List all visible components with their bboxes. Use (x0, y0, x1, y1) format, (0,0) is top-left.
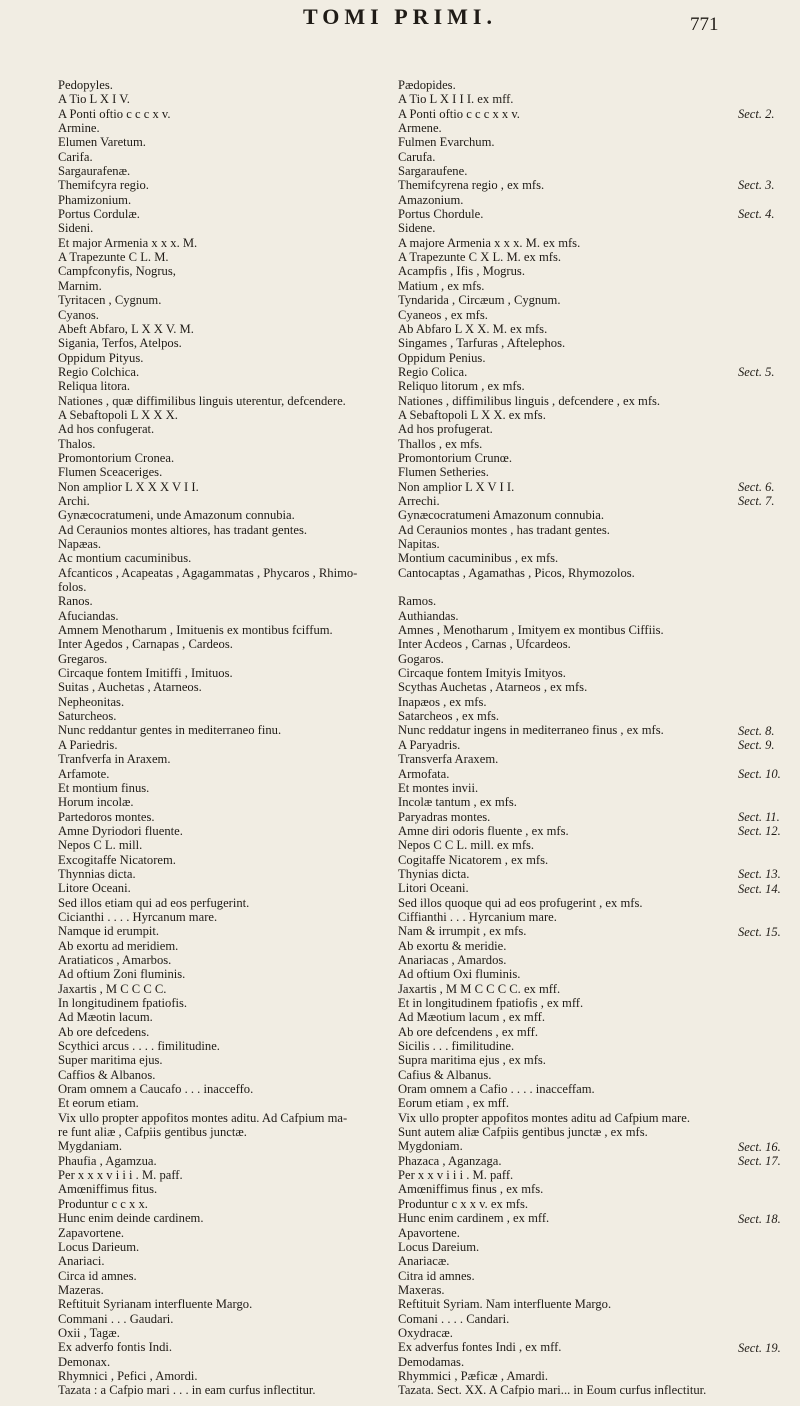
right-text-line: Ab ore defcendens , ex mff. (398, 1024, 538, 1039)
left-column (58, 78, 370, 1398)
left-text-line: Amne Dyriodori fluente. (58, 823, 183, 838)
right-text-line: Reliquo litorum , ex mfs. (398, 379, 525, 394)
right-column (398, 78, 728, 1398)
left-text-line: Amœniffimus fitus. (58, 1182, 158, 1197)
right-text-line: Nationes , diffimilibus linguis , defcendere , ex mfs. (398, 393, 661, 408)
section-marker: Sect. 16. (738, 1139, 781, 1154)
section-marker: Sect. 8. (738, 723, 775, 738)
left-text-line: Commani . . . Gaudari. (58, 1311, 174, 1326)
right-text-line: Incolæ tantum , ex mfs. (398, 795, 517, 810)
right-text-line: Napitas. (398, 537, 440, 551)
left-text-line: Aratiaticos , Amarbos. (58, 952, 172, 967)
right-text-line: Anariacas , Amardos. (398, 952, 507, 967)
section-marker: Sect. 10. (738, 766, 781, 781)
left-text-line: Inter Agedos , Carnapas , Cardeos. (58, 637, 233, 652)
right-text-line: Paryadras montes. (398, 809, 491, 824)
section-marker: Sect. 3. (738, 178, 775, 193)
right-text-line: Oram omnem a Cafio . . . . inacceffam. (398, 1082, 595, 1097)
left-text-line: Phaufia , Agamzua. (58, 1153, 157, 1168)
left-text-line: Gregaros. (58, 651, 108, 666)
right-text-line: Oxydracæ. (398, 1325, 453, 1340)
right-text-line: Portus Chordule. (398, 207, 484, 222)
left-text-line: Marnim. (58, 278, 102, 293)
right-text-line: Supra maritima ejus , ex mfs. (398, 1053, 546, 1068)
left-text-line: Cicianthi . . . . Hyrcanum mare. (58, 909, 218, 924)
section-marker: Sect. 11. (738, 809, 780, 824)
left-text-line: Sigania, Terfos, Atelpos. (58, 336, 182, 351)
left-text-line: Non amplior L X X X V I I. (58, 479, 199, 494)
left-text-line: Afuciandas. (58, 608, 119, 623)
left-text-line: Ab ore defcedens. (58, 1024, 150, 1039)
right-text-line: Singames , Tarfuras , Aftelephos. (398, 336, 566, 351)
left-text-line: Tazata : a Cafpio mari . . . in eam curfus inflectitur. (58, 1383, 316, 1398)
left-text-line: A Sebaftopoli L X X X. (58, 407, 178, 422)
left-text-line: Zapavortene. (58, 1225, 125, 1240)
right-text-line: Per x x v i i i . M. paff. (398, 1168, 514, 1183)
left-text-line: Oppidum Pityus. (58, 350, 144, 365)
right-text-line: Sidene. (398, 221, 436, 236)
right-text-line: Amnes , Menotharum , Imityem ex montibus Ciffiis. (398, 623, 664, 638)
left-text-line: Oram omnem a Caucafo . . . inacceffo. (58, 1082, 254, 1097)
right-text-line: Ad Mæotium lacum , ex mff. (398, 1010, 546, 1025)
left-text-line: In longitudinem fpatiofis. (58, 996, 188, 1010)
left-text-line: Vix ullo propter appofitos montes aditu. Ad Cafpium ma- (58, 1110, 348, 1125)
right-text-line: Authiandas. (398, 608, 459, 623)
section-marker: Sect. 13. (738, 867, 781, 882)
right-text-line: Matium , ex mfs. (398, 278, 485, 293)
section-marker: Sect. 9. (738, 738, 775, 753)
right-text-line: Oppidum Penius. (398, 350, 486, 365)
right-text-line: Locus Dareium. (398, 1239, 480, 1254)
right-text-line: Non amplior L X V I I. (398, 479, 515, 494)
right-text-line: Tazata. Sect. XX. A Cafpio mari... in Eoum curfus inflectitur. (398, 1383, 707, 1398)
left-text-line: Flumen Sceaceriges. (58, 465, 163, 480)
left-text-line: Jaxartis , M C C C C. (58, 981, 167, 996)
left-text-line: Portus Cordulæ. (58, 207, 140, 222)
left-text-line: Nepheonitas. (58, 694, 125, 709)
right-text-line: Pædopides. (398, 78, 456, 92)
right-text-line: Cogitaffe Nicatorem , ex mfs. (398, 852, 549, 867)
right-text-line: Nunc reddatur ingens in mediterraneo finus , ex mfs. (398, 723, 664, 738)
left-text-line: Tyritacen , Cygnum. (58, 293, 162, 308)
right-text-line: Reftituit Syriam. Nam interfluente Margo. (398, 1297, 612, 1312)
right-text-line: Circaque fontem Imityis Imityos. (398, 666, 566, 681)
left-text-line: Produntur c c x x. (58, 1196, 148, 1211)
section-marker: Sect. 6. (738, 479, 775, 494)
left-text-line: Super maritima ejus. (58, 1053, 163, 1068)
left-text-line: A Trapezunte C L. M. (58, 250, 169, 265)
left-text-line: Promontorium Cronea. (58, 450, 175, 465)
right-text-line: Litori Oceani. (398, 881, 469, 896)
left-text-line: Napæas. (58, 537, 102, 551)
left-text-line: Sideni. (58, 221, 94, 236)
left-text-line: Anariaci. (58, 1254, 105, 1269)
right-text-line: Gynæcocratumeni Amazonum connubia. (398, 508, 604, 523)
left-text-line: Reliqua litora. (58, 379, 131, 394)
left-text-line: Cyanos. (58, 307, 99, 322)
right-text-line: Sed illos quoque qui ad eos profugerint , ex mfs. (398, 895, 643, 910)
left-text-line: Amnem Menotharum , Imituenis ex montibus fciffum. (58, 623, 333, 638)
section-marker: Sect. 7. (738, 494, 775, 509)
left-text-line: Campfconyfis, Nogrus, (58, 264, 176, 279)
section-marker: Sect. 17. (738, 1154, 781, 1169)
right-text-line: Sicilis . . . fimilitudine. (398, 1039, 515, 1054)
left-text-line: Nepos C L. mill. (58, 838, 143, 853)
left-text-line: Excogitaffe Nicatorem. (58, 852, 176, 867)
left-text-line: Nationes , quæ diffimilibus linguis uterentur, defcendere. (58, 393, 346, 408)
left-text-line: Tranfverfa in Araxem. (58, 752, 171, 767)
right-text-line: Ex adverfus fontes Indi , ex mff. (398, 1340, 562, 1355)
left-text-line: Ab exortu ad meridiem. (58, 938, 179, 953)
right-text-line: Vix ullo propter appofitos montes aditu ad Cafpium mare. (398, 1110, 690, 1125)
left-text-line: Circaque fontem Imitiffi , Imituos. (58, 666, 233, 681)
left-text-line: Ad Mæotin lacum. (58, 1010, 153, 1025)
left-text-line: Mygdaniam. (58, 1139, 123, 1154)
left-text-line: Ex adverfo fontis Indi. (58, 1340, 173, 1355)
page-number: 771 (690, 14, 719, 35)
left-text-line: Partedoros montes. (58, 809, 155, 824)
left-text-line: Arfamote. (58, 766, 110, 781)
right-text-line: Eorum etiam , ex mff. (398, 1096, 509, 1111)
right-text-line: Acampfis , Ifis , Mogrus. (398, 264, 525, 279)
left-text-line: Ad hos confugerat. (58, 422, 155, 437)
left-text-line: A Pariedris. (58, 737, 118, 752)
right-text-line: Thallos , ex mfs. (398, 436, 483, 451)
left-text-line: Ranos. (58, 594, 93, 609)
left-text-line: Rhymnici , Pefici , Amordi. (58, 1368, 198, 1383)
left-text-line: Phamizonium. (58, 192, 132, 207)
right-text-line: Armene. (398, 121, 442, 136)
left-text-line: Hunc enim deinde cardinem. (58, 1211, 204, 1226)
left-text-line: A Ponti oftio c c c x v. (58, 106, 171, 121)
right-text-line: Ab Abfaro L X X. M. ex mfs. (398, 321, 548, 336)
right-text-line: A Ponti oftio c c c x x v. (398, 106, 520, 121)
left-text-line: Et major Armenia x x x. M. (58, 235, 198, 250)
right-text-line: Amœniffimus finus , ex mfs. (398, 1182, 544, 1197)
right-text-line: Et montes invii. (398, 780, 479, 795)
left-text-line: Abeft Abfaro, L X X V. M. (58, 321, 194, 336)
right-text-line: Produntur c x x v. ex mfs. (398, 1196, 529, 1211)
right-text-line: Rhymmici , Pæficæ , Amardi. (398, 1368, 549, 1383)
right-text-line: Arrechi. (398, 493, 440, 508)
right-text-line: Et in longitudinem fpatiofis , ex mff. (398, 996, 584, 1010)
right-text-line: Fulmen Evarchum. (398, 135, 495, 150)
left-text-line: folos. (58, 580, 87, 595)
left-text-line: Archi. (58, 493, 90, 508)
left-text-line: Elumen Varetum. (58, 135, 146, 150)
left-text-line: Gynæcocratumeni, unde Amazonum connubia. (58, 508, 295, 523)
right-text-line: Montium cacuminibus , ex mfs. (398, 551, 559, 566)
left-text-line: Sargaurafenæ. (58, 164, 131, 179)
left-text-line: Reftituit Syrianam interfluente Margo. (58, 1297, 253, 1312)
left-text-line: Saturcheos. (58, 709, 117, 724)
left-text-line: Themifcyra regio. (58, 178, 149, 193)
left-text-line: Afcanticos , Acapeatas , Agagammatas , Phycaros , Rhimo- (58, 565, 358, 580)
right-text-line: Ad oftium Oxi fluminis. (398, 967, 521, 982)
right-text-line: Ad hos profugerat. (398, 422, 493, 437)
left-text-line: re funt aliæ , Cafpiis gentibus junctæ. (58, 1125, 247, 1140)
right-text-line: Demodamas. (398, 1354, 465, 1369)
left-text-line: Litore Oceani. (58, 881, 131, 896)
section-marker: Sect. 15. (738, 924, 781, 939)
right-text-line: Satarcheos , ex mfs. (398, 709, 500, 724)
right-text-line: Scythas Auchetas , Atarneos , ex mfs. (398, 680, 588, 695)
right-text-line: Apavortene. (398, 1225, 460, 1240)
right-text-line: Promontorium Crunœ. (398, 450, 513, 465)
right-text-line: Ab exortu & meridie. (398, 938, 507, 953)
right-text-line: Tyndarida , Circæum , Cygnum. (398, 293, 561, 308)
right-text-line: Sargaraufene. (398, 164, 468, 179)
right-text-line: Inter Acdeos , Carnas , Ufcardeos. (398, 637, 571, 652)
right-text-line (398, 580, 728, 594)
right-text-line: Amazonium. (398, 192, 464, 207)
left-text-line: Thynnias dicta. (58, 866, 136, 881)
right-text-line: Gogaros. (398, 651, 444, 666)
section-marker: Sect. 2. (738, 106, 775, 121)
section-marker: Sect. 18. (738, 1211, 781, 1226)
right-text-line: Anariacæ. (398, 1254, 450, 1269)
right-text-line: Mygdoniam. (398, 1139, 463, 1154)
right-text-line: Ramos. (398, 594, 437, 609)
right-text-line: Cafius & Albanus. (398, 1067, 492, 1082)
right-text-line: Themifcyrena regio , ex mfs. (398, 178, 545, 193)
right-text-line: Ciffianthi . . . Hyrcanium mare. (398, 909, 557, 924)
section-marker: Sect. 5. (738, 365, 775, 379)
left-text-line: Per x x x v i i i . M. paff. (58, 1168, 183, 1183)
right-text-line: A Tio L X I I I. ex mff. (398, 92, 514, 107)
right-text-line: Citra id amnes. (398, 1268, 475, 1283)
left-text-line: Carifa. (58, 149, 93, 164)
right-text-line: Comani . . . . Candari. (398, 1311, 510, 1326)
section-marker: Sect. 14. (738, 881, 781, 896)
right-text-line: Thynias dicta. (398, 866, 470, 881)
right-text-line: Inapæos , ex mfs. (398, 694, 487, 709)
right-text-line: Amne diri odoris fluente , ex mfs. (398, 823, 569, 838)
right-text-line: A majore Armenia x x x. M. ex mfs. (398, 235, 581, 250)
section-marker: Sect. 4. (738, 207, 775, 222)
right-text-line: Regio Colica. (398, 364, 468, 379)
right-text-line: Transverfa Araxem. (398, 752, 499, 767)
left-text-line: Pedopyles. (58, 78, 113, 92)
right-text-line: A Sebaftopoli L X X. ex mfs. (398, 407, 546, 422)
section-marker: Sect. 19. (738, 1340, 781, 1355)
left-text-line: Caffios & Albanos. (58, 1067, 156, 1082)
running-head: TOMI PRIMI. (303, 4, 497, 29)
left-text-line: Ad Ceraunios montes altiores, has tradant gentes. (58, 522, 308, 537)
right-text-line: Sunt autem aliæ Cafpiis gentibus junctæ , ex mfs. (398, 1125, 648, 1140)
left-text-line: Thalos. (58, 436, 96, 451)
left-text-line: Et montium finus. (58, 780, 150, 795)
left-text-line: Locus Darieum. (58, 1239, 140, 1254)
section-markers (730, 0, 800, 1406)
left-text-line: Mazeras. (58, 1282, 104, 1297)
section-marker: Sect. 12. (738, 824, 781, 839)
right-text-line: Flumen Setheries. (398, 465, 489, 480)
right-text-line: Nepos C C L. mill. ex mfs. (398, 838, 535, 853)
right-text-line: Cantocaptas , Agamathas , Picos, Rhymozolos. (398, 565, 635, 580)
left-text-line: Ad oftium Zoni fluminis. (58, 967, 186, 982)
right-text-line: Carufa. (398, 149, 436, 164)
left-text-line: Scythici arcus . . . . fimilitudine. (58, 1039, 220, 1054)
right-text-line: Nam & irrumpit , ex mfs. (398, 924, 527, 939)
left-text-line: Sed illos etiam qui ad eos perfugerint. (58, 895, 250, 910)
left-text-line: Oxii , Tagæ. (58, 1325, 120, 1340)
left-text-line: Ac montium cacuminibus. (58, 551, 192, 566)
right-text-line: A Paryadris. (398, 737, 461, 752)
left-text-line: Circa id amnes. (58, 1268, 137, 1283)
left-text-line: Namque id erumpit. (58, 924, 160, 939)
left-text-line: Horum incolæ. (58, 795, 134, 810)
right-text-line: Ad Ceraunios montes , has tradant gentes. (398, 522, 610, 537)
right-text-line: Jaxartis , M M C C C C. ex mff. (398, 981, 561, 996)
left-text-line: Regio Colchica. (58, 364, 140, 379)
right-text-line: Maxeras. (398, 1282, 445, 1297)
right-text-line: Armofata. (398, 766, 450, 781)
left-text-line: Armine. (58, 121, 100, 136)
left-text-line: Demonax. (58, 1354, 111, 1369)
right-text-line: Hunc enim cardinem , ex mff. (398, 1211, 550, 1226)
left-text-line: Nunc reddantur gentes in mediterraneo finu. (58, 723, 282, 738)
left-text-line: A Tio L X I V. (58, 92, 130, 107)
left-text-line: Suitas , Auchetas , Atarneos. (58, 680, 202, 695)
left-text-line: Et eorum etiam. (58, 1096, 139, 1111)
right-text-line: Phazaca , Aganzaga. (398, 1153, 502, 1168)
right-text-line: A Trapezunte C X L. M. ex mfs. (398, 250, 562, 265)
right-text-line: Cyaneos , ex mfs. (398, 307, 488, 322)
